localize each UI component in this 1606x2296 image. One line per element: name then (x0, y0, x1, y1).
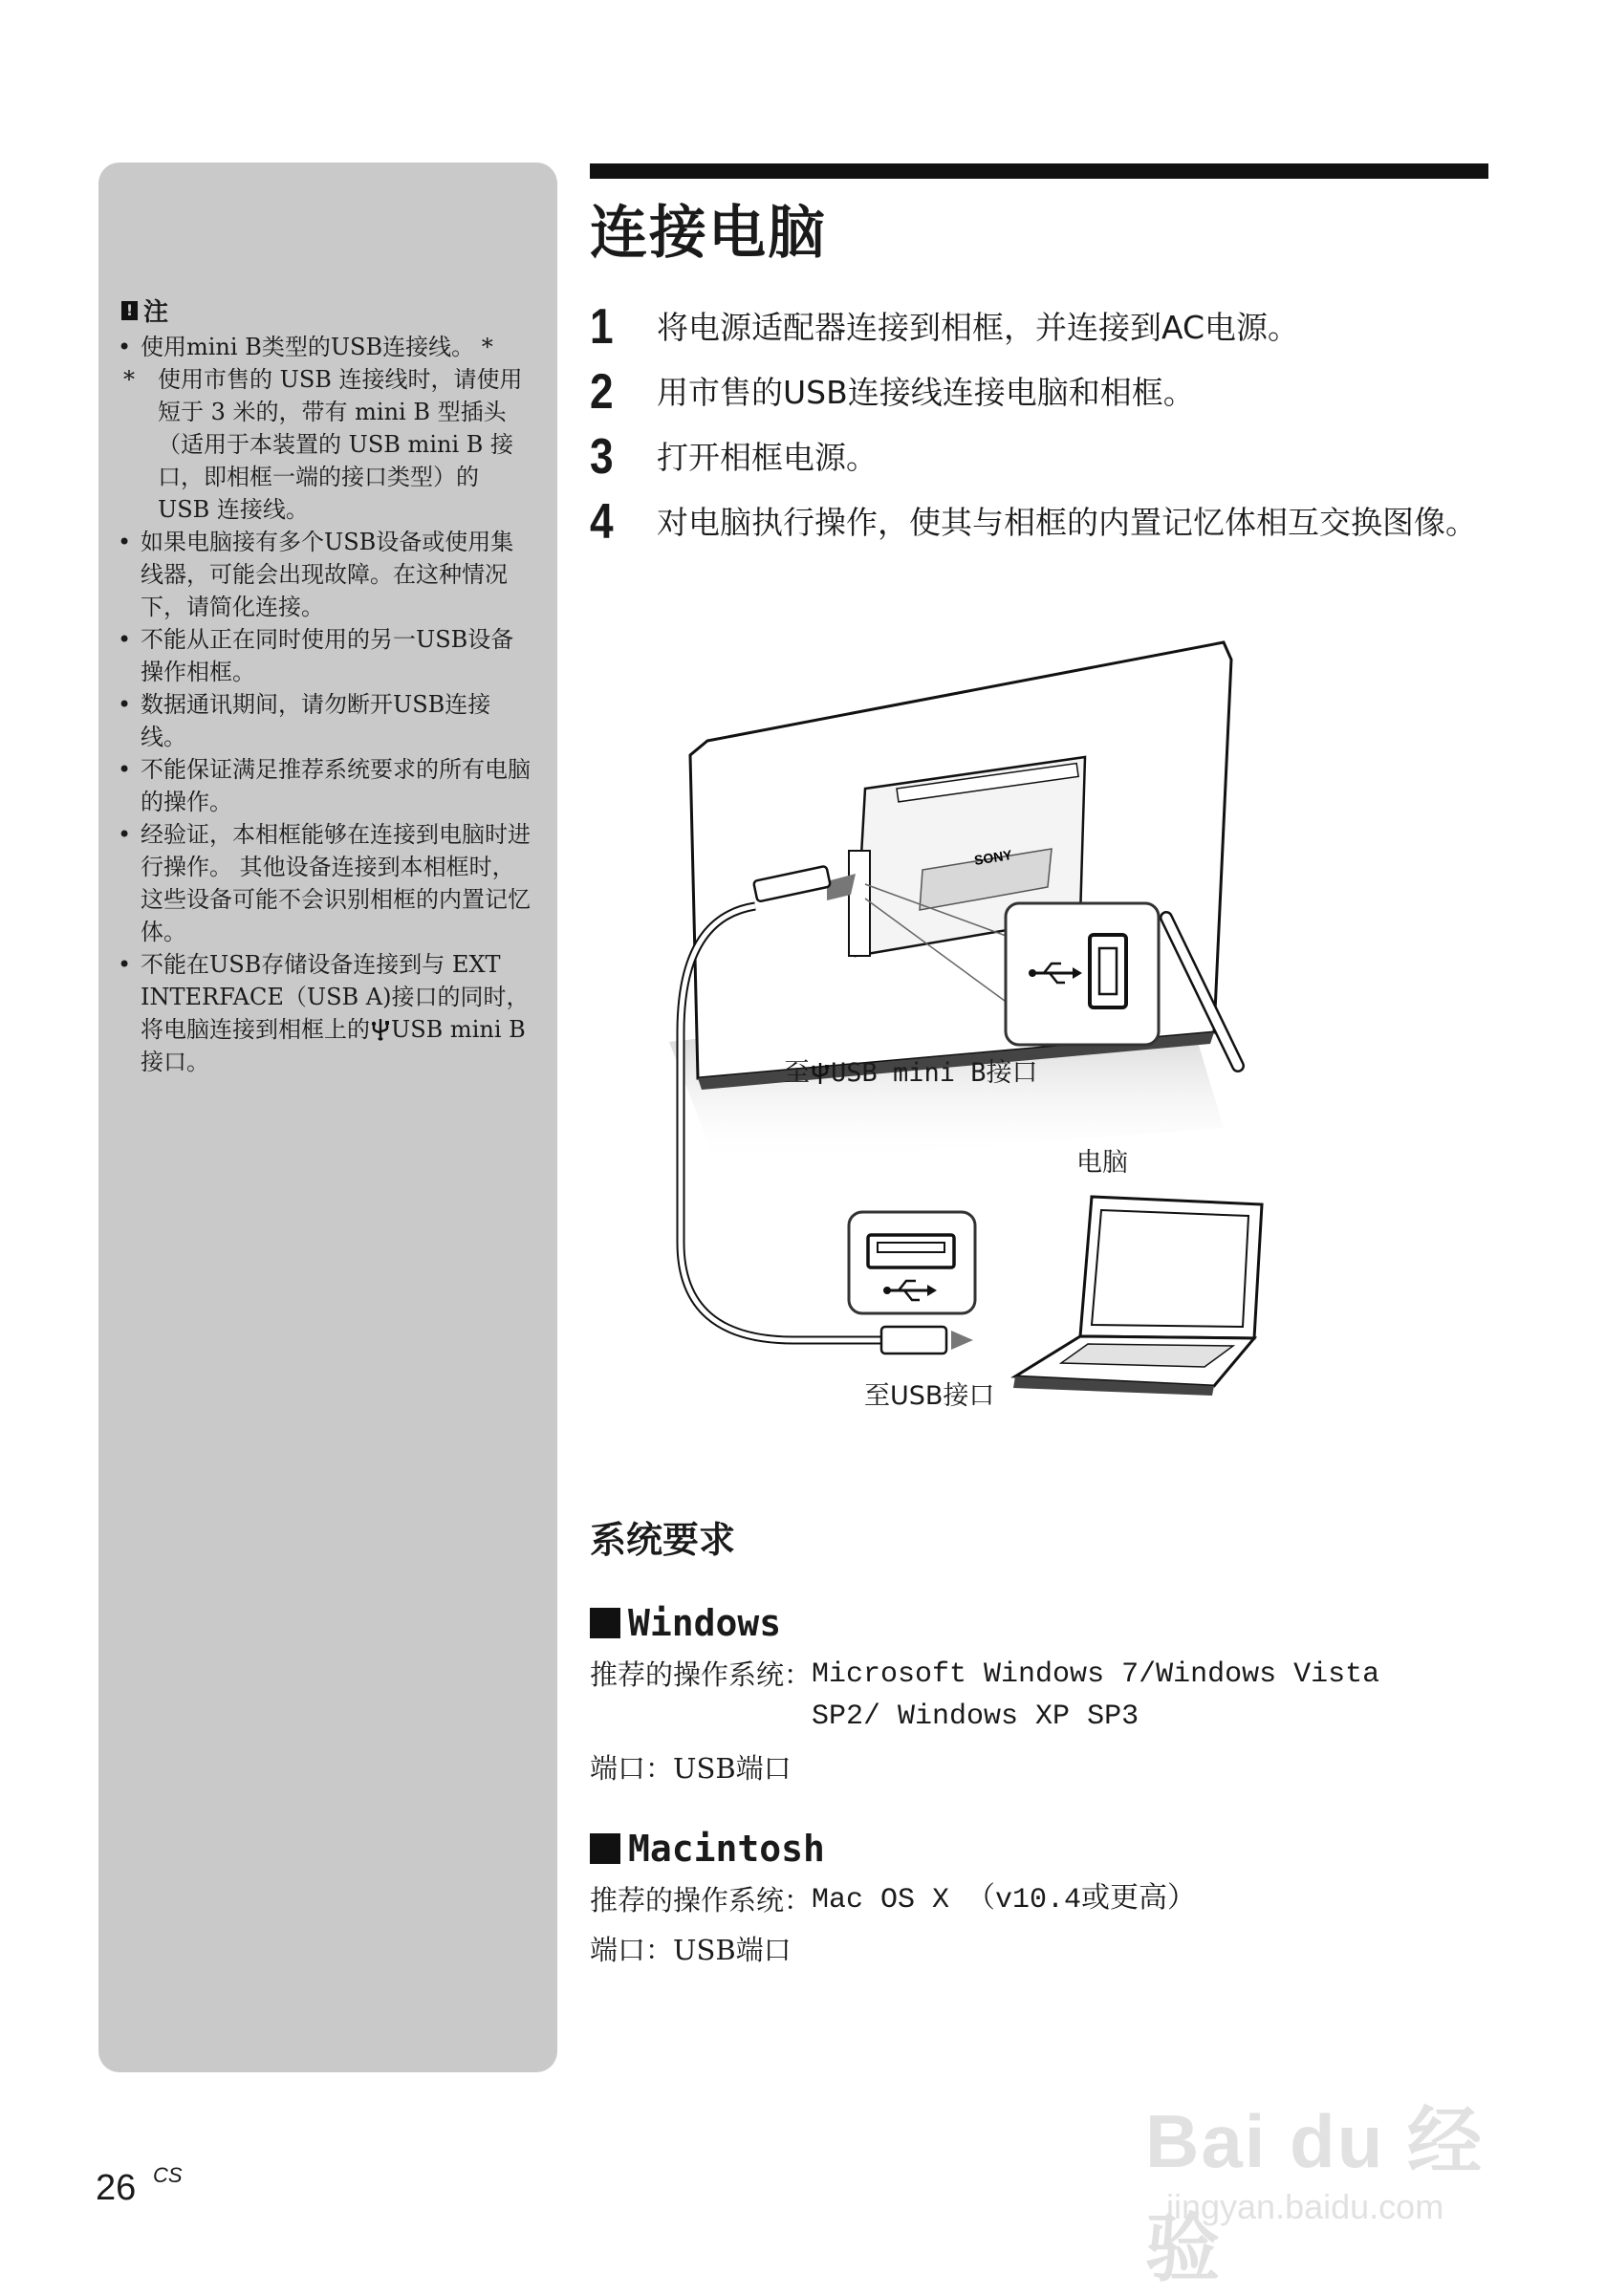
step-number: 4 (590, 494, 614, 550)
usb-port-label: 至USB接口 (864, 1381, 995, 1411)
note-item (116, 818, 536, 948)
step-item (590, 429, 1488, 485)
usb-icon (370, 1017, 391, 1042)
watermark-brand: Bai du 经验 (1145, 2099, 1485, 2290)
watermark-url: jingyan.baidu.com (1166, 2187, 1444, 2226)
note-text: 不能在USB存储设备连接到与 EXT INTERFACE（USB A)接口的同时，将电脑连接到相框上的 (141, 951, 530, 1043)
page-title: 连接电脑 (590, 200, 827, 267)
page-number: 26 (96, 2168, 137, 2208)
laptop-illustration (1013, 1197, 1262, 1396)
windows-heading: Windows (590, 1602, 781, 1644)
note-warning-icon: ! (121, 301, 138, 320)
computer-label: 电脑 (1076, 1148, 1128, 1178)
note-item (116, 526, 536, 623)
mini-b-port-callout (1006, 903, 1159, 1045)
step-item (590, 364, 1488, 420)
step-text: 用市售的USB连接线连接电脑和相框。 (657, 374, 1195, 411)
mac-heading: Macintosh (590, 1828, 825, 1870)
note-item (116, 753, 536, 818)
step-text: 将电源适配器连接到相框，并连接到AC电源。 (657, 309, 1300, 346)
step-item (590, 494, 1488, 550)
note-heading (121, 292, 168, 328)
square-bullet-icon (590, 1833, 620, 1864)
step-number: 1 (590, 299, 614, 355)
notes-list (116, 331, 536, 1078)
usb-a-arrow (951, 1331, 973, 1350)
steps-list (590, 299, 1488, 566)
step-number: 3 (590, 429, 614, 485)
note-item (116, 948, 536, 1078)
brand-logo: SONY (972, 846, 1013, 868)
note-item (116, 331, 536, 363)
usb-a-plug (881, 1327, 946, 1354)
note-text: 数据通讯期间，请勿断开USB连接线。 (141, 691, 491, 750)
note-item (116, 688, 536, 753)
windows-port-spec: 端口：USB端口 (590, 1752, 792, 1785)
connection-diagram (660, 631, 1271, 1415)
note-title-text: 注 (143, 298, 169, 327)
mac-port-spec: 端口：USB端口 (590, 1934, 792, 1966)
note-footnote (116, 363, 536, 526)
step-text: 打开相框电源。 (657, 439, 878, 476)
connection-illustration (660, 631, 1271, 1415)
title-rule (590, 163, 1488, 179)
system-requirements-title: 系统要求 (590, 1519, 736, 1561)
page-language-code: CS (153, 2163, 183, 2187)
note-text: 不能保证满足推荐系统要求的所有电脑的操作。 (141, 756, 531, 815)
mac-os-spec: 推荐的操作系统：Mac OS X （v10.4或更高） (590, 1884, 1197, 1917)
note-text: 不能从正在同时使用的另一USB设备操作相框。 (141, 626, 514, 685)
step-text: 对电脑执行操作，使其与相框的内置记忆体相互交换图像。 (657, 504, 1477, 541)
square-bullet-icon (590, 1608, 620, 1638)
baidu-watermark (1138, 2065, 1539, 2290)
footnote-text: 使用市售的 USB 连接线时，请使用短于 3 米的，带有 mini B 型插头 （适用于本装置的 USB mini B 接口，即相框一端的接口类型）的 USB 连接线。 (158, 366, 523, 523)
note-text: 经验证，本相框能够在连接到电脑时进行操作。 其他设备连接到本相框时，这些设备可能不会识别相框的内置记忆体。 (141, 821, 531, 945)
windows-os-spec: 推荐的操作系统：Microsoft Windows 7/Windows Vista SP2/ Windows XP SP3 (590, 1658, 1380, 1733)
usb-icon (810, 1061, 831, 1086)
step-number: 2 (590, 364, 614, 420)
step-item (590, 299, 1488, 355)
frame-port-bank (849, 851, 870, 956)
note-item (116, 623, 536, 688)
frame-port-label: 至 USB mini B接口 (784, 1058, 1038, 1088)
note-text: 使用mini B类型的USB连接线。 * (141, 334, 493, 360)
note-text: USB mini B接口。 (141, 1016, 526, 1075)
footnote-star: * (123, 366, 135, 393)
note-text: 如果电脑接有多个USB设备或使用集线器，可能会出现故障。在这种情况下，请简化连接。 (141, 529, 514, 620)
